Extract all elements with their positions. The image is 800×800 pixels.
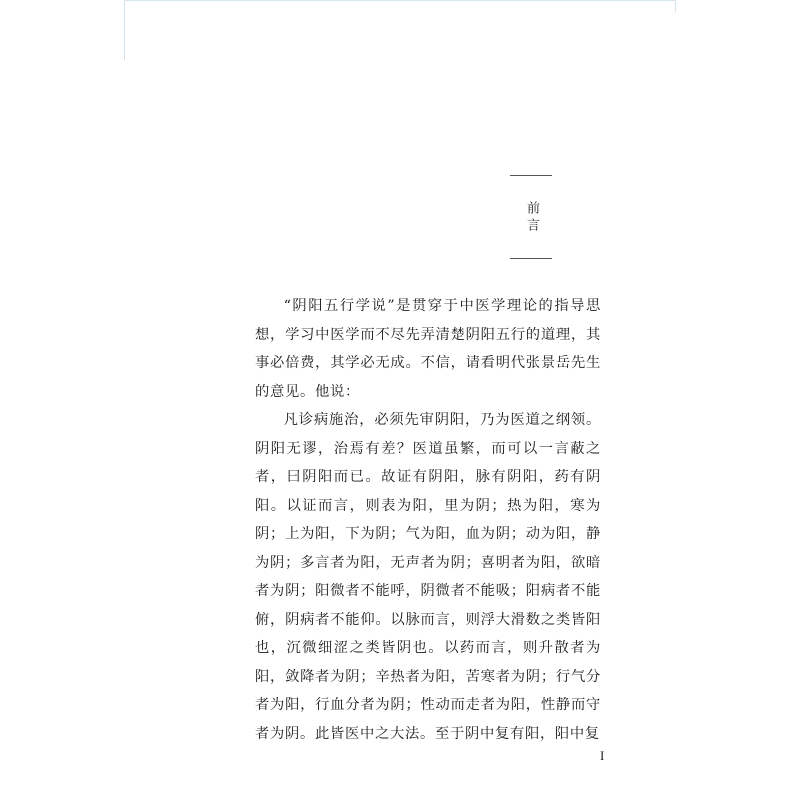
page-edge-right — [675, 0, 676, 12]
page-edge-top — [124, 0, 676, 1]
page-edge-left — [124, 0, 125, 60]
heading-rule-bottom — [510, 258, 552, 259]
body-text — [255, 292, 601, 748]
heading-rule-top — [510, 175, 552, 176]
page-number: I — [600, 748, 605, 763]
section-heading — [510, 175, 552, 259]
quoted-paragraph: 凡诊病施治，必须先审阴阳，乃为医道之纲领。阴阳无谬，治焉有差？医道虽繁，而可以一言蔽之者，曰阴阳而已。故证有阴阳，脉有阴阳，药有阴阳。以证而言，则表为阳，里为阴；热为阳，寒为阴；上为阳，下为阴；气为阳，血为阴；动为阳，静为阴；多言者为阳，无声者为阴；喜明者为阳，欲暗者为阴；阳微者不能呼，阴微者不能吸；阳病者不能俯，阴病者不能仰。以脉而言，则浮大滑数之类皆阳也，沉微细涩之类皆阴也。以药而言，则升散者为阳，敛降者为阴；辛热者为阳，苦寒者为阴；行气分者为阳，行血分者为阴；性动而走者为阳，性静而守者为阴。此皆医中之大法。至于阴中复有阳，阳中复 — [255, 412, 601, 742]
intro-paragraph: “阴阳五行学说”是贯穿于中医学理论的指导思想，学习中医学而不尽先弄清楚阴阳五行的道理，其事必倍费，其学必无成。不信，请看明代张景岳先生的意见。他说： — [255, 298, 601, 400]
heading-title: 前言 — [524, 201, 539, 235]
